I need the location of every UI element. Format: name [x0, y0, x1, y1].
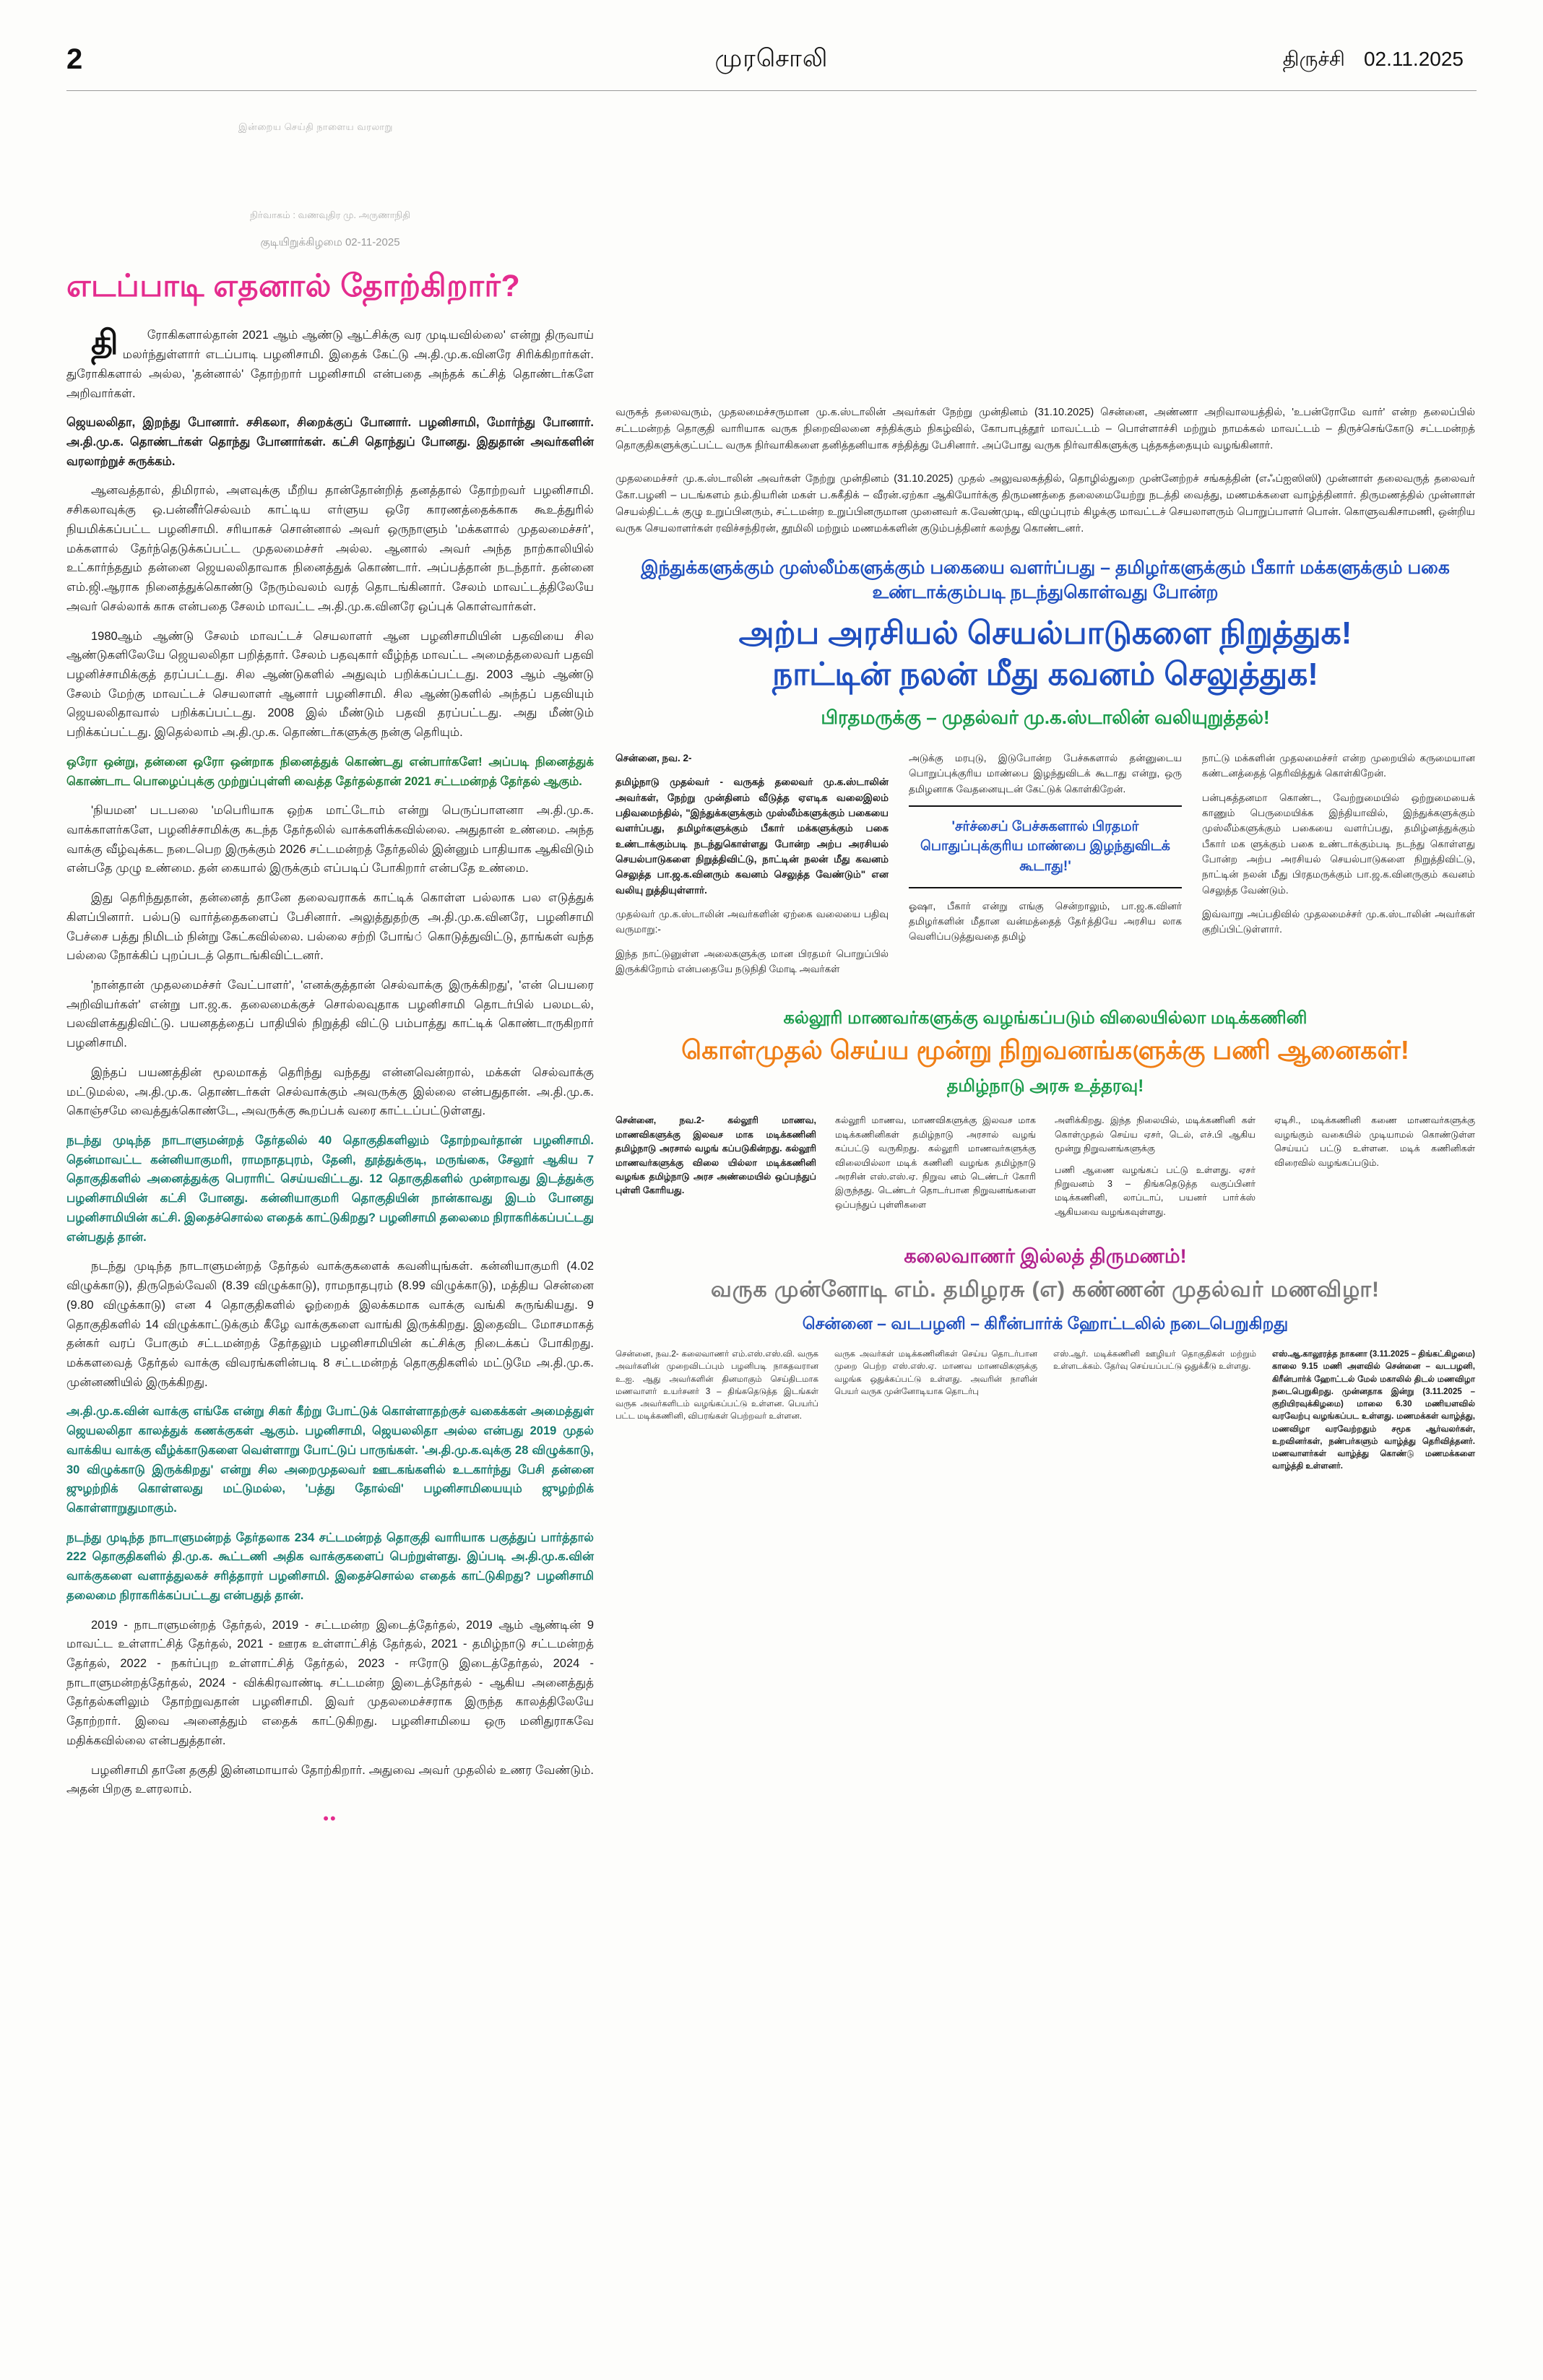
article-paragraph-highlight: நடந்து முடிந்த நாடாளுமன்றத் தேர்தலாக 234 சட்டமன்றத் தொகுதி வாரியாக பகுத்துப் பார்த்தால் 222 தொகுதிகளில் தி.மு.க. கூட்டணி அதிக வாக்குகளைப் பெற்றுள்ளது. இப்படி அ.தி.மு.க.வின் வாக்குகளை வளாத்துலகச் சரித்தாரர் பழனிசாமி. இதைச்சொல்ல எதைக் காட்டுகிறது? பழனிசாமி தலைமை நிராகரிக்கப்பட்டது என்பதுத் தான்.: [66, 1531, 594, 1602]
story-column-3: [1202, 750, 1475, 985]
story-text: தமிழ்நாடு முதல்வர் - வருகத் தலைவர் மு.க.ஸ்டாலின் அவர்கள், நேற்று முன்தினம் வீடுத்த ஏஎடிக வலைஇலம் பதிவமைந்தில், "இந்துக்களுக்கும் முஸ்லீம்களுக்கும் பகையை வளர்ப்பது, தமிழர்களுக்கும் பீகார் மக்களுக்கும் பகை உண்டாக்கும்படி நடந்துகொள்ளது போன்ற அற்ப அரசியல் செயல்பாடுகளை நிறுத்திவிட்டு, நாட்டின் நலன் மீது கவனம் செலுத்த பா.ஜ.க.வினரும் கவனம் செலுத்த வேண்டும்" என வலியு றுத்தியுள்ளார்.: [615, 776, 889, 896]
article-paragraph: இந்தப் பயணத்தின் மூலமாகத் தெரிந்து வந்தது என்னவென்றால், மக்கள் செல்வாக்கு மட்டுமல்ல, அ.தி.மு.க. தொண்டர்கள் செல்வாக்கும் அவருக்கு இல்லை என்பதுதான். அ.தி.மு.க. கொஞ்சமே வைத்துக்கொண்டே, அவருக்கு கூறப்பக் வரை காட்டப்பட்டுள்ளது.: [66, 1065, 594, 1118]
story-text: இந்த நாட்டுனுள்ள அலைகளுக்கு மான பிரதமர் பொறுப்பில் இருக்கிறோம் என்பதையே நடுநிதி மோடி அவர்கள்: [615, 948, 889, 974]
story-text: பணி ஆணை வழங்கப் பட்டு உள்ளது. ஏசர் நிறுவனம் 3 – திங்கதெடுத்த வகுப்பினர் மடிக்கணினி, லாப்டாப், பயனர் பாா்க்ஸ் ஆகியவை வழங்கவுள்ளது.: [1055, 1164, 1255, 1217]
secondary-headline-line3: தமிழ்நாடு அரசு உத்தரவு!: [946, 1076, 1144, 1096]
story-text: வருக அவர்கள் மடிக்கணினிகள் செய்ய தொடர்பான முறை பெற்ற எஸ்.எஸ்.ஏ. மாணவ மாணவிகளுக்கு வழங்க ஒதுக்கப்பட்டு உள்ளது. அவரின் நாளின் பெயர் வருக முன்னோடியாக தொடர்பு: [834, 1350, 1037, 1396]
headline-block-tertiary: [615, 1245, 1475, 1336]
article-paragraph: 2019 - நாடாளுமன்றத் தேர்தல், 2019 - சட்டமன்ற இடைத்தேர்தல், 2019 ஆம் ஆண்டின் 9 மாவட்ட உள்ளாட்சித் தேர்தல், 2021 - ஊரக உள்ளாட்சித் தேர்தல், 2021 - தமிழ்நாடு சட்டமன்றத் தேர்தல், 2022 - நகர்ப்புற உள்ளாட்சித் தேர்தல், 2023 - ஈரோடு இடைத்தேர்தல், 2024 - நாடாளுமன்றத்தேர்தல், 2024 - விக்கிரவாண்டி சட்டமன்ற இடைத்தேர்தல் - ஆகிய அனைத்துத் தேர்தல்களிலும் தோற்றுவதான் பழனிசாமி. இவர் முதலமைச்சராக இருந்த காலத்திலேயே தோற்றார். இவை அனைத்தும் எதைக் காட்டுகிறது. பழனிசாமியை ஒரு மனிதுராகவே மதிக்கவில்லை என்பதுத்தான்.: [66, 1618, 594, 1747]
masthead-date-value: 02.11.2025: [1363, 48, 1464, 70]
right-column: [615, 404, 1475, 1480]
headline-block-primary: [615, 556, 1475, 730]
paragraph-text: ரோகிகளால்தான் 2021 ஆம் ஆண்டு ஆட்சிக்கு வர முடியவில்லை' என்று திருவாய் மலர்ந்துள்ளார் எடப்பாடி பழனிசாமி. இதைக் கேட்டு அ.தி.மு.க.வினரே சிரிக்கிறார்கள். துரோகிகளால் அல்ல, 'தன்னால்' தோற்றார் பழனிசாமி என்பதை அந்தக் கட்சித் தொண்டர்களே அறிவார்கள்.: [66, 329, 594, 400]
headline-lead: இந்துக்களுக்கும் முஸ்லீம்களுக்கும் பகையை வளர்ப்பது – தமிழர்களுக்கும் பீகார் மக்களுக்கும் பகை உண்டாக்கும்படி நடந்துகொள்வது போன்ற: [641, 558, 1450, 603]
page-number: 2: [66, 43, 83, 75]
secondary-story-column-2: [835, 1114, 1036, 1226]
place-date: குடியிறுக்கிழமை 02-11-2025: [260, 236, 400, 248]
story-columns: [615, 750, 1475, 985]
tertiary-headline-line3: சென்னை – வடபழனி – கிரீன்பார்க் ஹோட்டலில் நடைபெறுகிறது: [802, 1314, 1289, 1333]
tertiary-headline-line1: கலைவாணர் இல்லத் திருமணம்!: [904, 1245, 1187, 1268]
tertiary-story-column-3: [1053, 1349, 1256, 1480]
masthead-date: [1283, 48, 1464, 74]
left-column: [66, 209, 594, 1828]
story-text: சென்னை, நவ.2- கல்லூரி மாணவ, மாணவிகளுக்கு இலவச மாக மடிக்கணினி தமிழ்நாடு அரசால் வழங் கப்படுகின்றது. கல்லூரி மாணவர்களுக்கு விலை யில்லா மடிக்கணினி வழங்க தமிழ்நாடு அரச அண்மையில் ஒப்பந்துப் புள்ளி கோரியது.: [615, 1115, 816, 1196]
pull-quote-text: 'சர்ச்சைப் பேச்சுகளால் பிரதமர் பொதுப்புக்குரிய மாண்பை இழந்துவிடக் கூடாது!': [920, 818, 1170, 875]
tertiary-story-columns: [615, 1349, 1475, 1480]
article-paragraph-highlight: ஒரோ ஒன்று, தன்னை ஒரோ ஒன்றாக நினைத்துக் கொண்டது என்பார்களே! அப்படி நினைத்துக் கொண்டாட பொழைப்புக்கு முற்றுப்புள்ளி வைத்த தேர்தல்தான் 2021 சட்டமன்றத் தேர்தல் ஆகும்.: [66, 755, 594, 788]
headline-main-line1: அற்ப அரசியல் செயல்பாடுகளை நிறுத்துக!: [738, 615, 1352, 651]
tertiary-story-column-1: [615, 1349, 818, 1480]
story-text: பன்புகத்தனமா கொண்ட, வேற்றுமையில் ஒற்றுமையைக் காணும் பெருமையிக்க இந்தியாவில், இந்துக்களுக்கும் முஸ்லீம்களுக்கும் பகையை வளர்ப்பது, தமிழ்னத்துக்கும் பீகார் மக ளுக்கும் பகை உண்டாக்கும்படி நடந்து கொள்ளது போன்ற அற்ப அரசியல் செயல்பாடுகளை நிறுத்திவிட்டு, நாட்டின் நலன் மீது பிரதமருக்கும் பா.ஜ.க.வினருகும் கவனம் செலுத்த வேண்டும்.: [1202, 792, 1475, 896]
headline-block-secondary: [615, 1007, 1475, 1098]
article-paragraph: நடந்து முடிந்த நாடாளுமன்றத் தேர்தல் வாக்குகளைக் கவனியுங்கள். கன்னியாகுமரி (4.02 விழுக்காடு), திருநெல்வேலி (8.39 விழுக்காடு), ராமநாதபுரம் (8.99 விழுக்காடு), மத்திய சென்னை (9.80 விழுக்காடு) என 4 தொகுதிகளில் ஓற்றைக் இலக்கமாக வாக்கு வங்கி சுருங்கியது. 9 தொகுதிகளில் 14 விழுக்காட்டுக்கும் கீழே வாக்குகளை வாங்கி இருக்கிறது. இதைவிட மோசமாகத் தன்கர் வரப் போகும் சட்டமன்றத் தேர்தலும் பழனிசாமியின் கட்சிக்கு நிடைக்கப் போகிறது. மக்களவைத் தேர்தல் வாக்கு விவரங்களின்படி 8 சட்டமன்றத் தொகுதிகளில் மட்டுமே அ.தி.மு.க. முன்னணியில் இருக்கிறது.: [66, 1260, 594, 1389]
article-paragraph: இது தெரிந்துதான், தன்னைத் தானே தலைவராகக் காட்டிக் கொள்ள பல்லாக பல எடுத்துக் கிளப்பினார். பல்படு வார்த்தைகளைப் பேசினார். அலுத்துதற்கு அ.தி.மு.க.வினரே, பழனிசாமி பேச்சை பத்து நிமிடம் நின்று கேட்கவில்லை. பல்லை சற்றி போங்் கொடுத்துவிட்டு, தாங்கள் வந்த பல்லை நோக்கிப் புறப்படத் தொடங்கிவிட்டனர்.: [66, 891, 594, 963]
tertiary-headline-line2: வருக முன்னோடி எம். தமிழரசு (எ) கண்ணன் முதல்வர் மணவிழா!: [711, 1278, 1380, 1302]
story-text: கல்லூரி மாணவ, மாணவிகளுக்கு இலவச மாக மடிக்கணினிகள் தமிழ்நாடு அரசால் வழங் கப்பட்டு வருகிறது. கல்லூரி மாணவர்களுக்கு விலையில்லா மடிக் கணினி வழங்க தமிழ்நாடு அரசின் எஸ்.எஸ்.ஏ. நிறுவ னம் டெண்டர் கோரி இருந்தது. டெண்டர் தொடர்பான நிறுவனங்களை ஒப்பந்துப் புள்ளிகளை: [835, 1115, 1036, 1210]
story-text: இவ்வாறு அப்பதிவில் முதலமைச்சர் மு.க.ஸ்டாலின் அவர்கள் குறிப்பிட்டுள்ளார்.: [1202, 908, 1475, 935]
headline-subtitle: பிரதமருக்கு – முதல்வர் மு.க.ஸ்டாலின் வலியுறுத்தல்!: [821, 706, 1270, 729]
news-brief: வருகத் தலைவரும், முதலமைச்சருமான மு.க.ஸ்டாலின் அவர்கள் நேற்று முன்தினம் (31.10.2025) சென்னை, அண்ணா அறிவாலயத்தில், 'உபன்ரோமே வார்' என்ற தலைப்பில் சட்டமன்றத் தொகுதி வாரியாக வருக நிறைவிலனை சந்திக்கும் நிகழ்வில், கோபாபுத்தூர் மாவட்டம் – பொள்ளாச்சி மற்றும் நாமக்கல் மாவட்டம் – திருச்செங்கோடு சட்டமன்றத் தொகுதிகளுக்குட்பட்ட வருக நிர்வாகிகளை தனித்தனியாக சந்தித்து பேசினார். அப்போது வருக நிர்வாகிகளுக்கு புத்தகத்தையும் வழங்கினார்.: [615, 407, 1475, 452]
story-text: சென்னை, நவ.2- கலைவாணர் எம்.எஸ்.எஸ்.வி. வருக அவர்களின் முறைவிடப்பும் பழனிபடி நாகதவரான உ.ஐ. ஆது அவர்களின் தினமாகும் செய்திடமாக மணவாளர் உயர்சனர் 3 – திங்கதெடுத்த இடங்கள் வருக அவர்களிடம் வழங்கப்பட்டு உள்ளன. பெயர்ப் பட்ட மடிக்கணினி, விபரங்கள் பெற்றவர் உள்ளன.: [615, 1350, 818, 1421]
dropcap: தி: [91, 324, 118, 362]
article-paragraph: பழனிசாமி தானே தகுதி இன்னமாயால் தோற்கிறார். அதுவை அவர் முதலில் உணர வேண்டும். அதன் பிறகு உளரலாம்.: [66, 1763, 594, 1796]
story-text: அளிக்கிறது. இந்த நிலையில், மடிக்கணினி கள் கொள்முதல் செய்ய ஏசர், டெல், எச்.பி ஆகிய மூன்று நிறுவனங்களுக்கு: [1055, 1115, 1255, 1154]
article-paragraph: ஆனவத்தால், திமிரால், அளவுக்கு மீறிய தான்தோன்றித் தனத்தால் தோற்றவர் பழனிசாமி. சசிகலாவுக்கு ஒ.பன்னீர்செல்வம் காட்டிய எர்ளுய ஒரே காரணத்தைக்காக கூஉத்துரில் நியமிக்கப்பட்ட பழனிசாமி. சரியாகச் சொன்னால் அவர் ஒருநாளும் 'மக்களால் முதலமைச்சர்', மக்களால் தேர்ந்தெடுக்கப்பட்ட முதலமைச்சர் அல்ல. ஆனால் அவர் அந்த நாற்காலியில் உட்கார்ந்ததும் தன்னை ஜெயலலிதாவாக நினைத்துக் கொண்டார். அப்பத்தான் நடந்தார். தன்னை எம்.ஜி.ஆராக நினைத்துக்கொண்டு நேரும்வலம் வரத் தொடங்கினார். சேலம் மாவட்டத்திலேயே அவர் செல்லாக் காசு என்பதை சேலம் மாவட்ட அ.தி.மு.க.வினரே ஒப்புக் கொள்வார்கள்.: [66, 484, 594, 613]
story-text: முதல்வர் மு.க.ஸ்டாலின் அவர்களின் ஏற்கை வலையை பதிவு வருமாறு:-: [615, 908, 889, 935]
dateline: சென்னை, நவ. 2-: [615, 752, 692, 763]
article-paragraph-bold: ஜெயலலிதா, இறந்து போனார். சசிகலா, சிறைக்குப் போனார். பழனிசாமி, மோர்ந்து போனார். அ.தி.மு.க. தொண்டர்கள் தொந்து போனார்கள். கட்சி தொந்துப் போனது. இதுதான் அவர்களின் வரலாற்றுச் சுருக்கம்.: [66, 416, 594, 468]
story-text: ஓஷா, பீகார் என்று எங்கு சென்றாலும், பா.ஜ.க.வினர் தமிழர்களின் மீதான வன்மத்தைத் தோ்த்தியே அரசிய லாக வெளிப்படுத்துவதை தமிழ்: [909, 900, 1182, 943]
tertiary-story-column-2: [834, 1349, 1037, 1480]
article-paragraph-highlight: அ.தி.மு.க.வின் வாக்கு எங்கே என்று சிகர் கீற்று போட்டுக் கொள்ளாதற்குச் வகைக்கள் அமைத்துள் ஜெயலலிதா காலத்துக் கணக்குகள் ஆகும். பழனிசாமி, ஜெயலலிதா அல்ல என்பது 2019 முதல் வாக்கிய வாக்கு வீழ்க்காடுகளை வெள்ளாறு போட்டுப் பாருங்கள். 'அ.தி.மு.க.வுக்கு 28 விழுக்காடு, 30 விழுக்காடு இருக்கிறது' என்று சில அறைமுதலவர் ஊடகங்களில் உடகார்ந்து பேசி தன்னை ஜுழற்றிக் கொள்ளலது மட்டுமல்ல, 'பத்து தோல்வி' பழனிசாமியையும் ஜுழற்றிக் கொள்ளாறுதுமாகும்.: [66, 1405, 594, 1515]
secondary-story-column-3: [1055, 1114, 1255, 1226]
story-column-1: [615, 750, 889, 985]
pull-quote: [909, 805, 1182, 888]
header-divider: [66, 90, 1477, 91]
secondary-headline-line2: கொள்முதல் செய்ய மூன்று நிறுவனங்களுக்கு பணி ஆனைகள்!: [681, 1035, 1409, 1065]
story-text: நாட்டு மக்களின் முதலமைச்சர் என்ற முறையில் கருமையான கண்டனத்தைத் தெரிவித்துக் கொள்கிறேன்.: [1202, 752, 1475, 779]
article-paragraph: 1980ஆம் ஆண்டு சேலம் மாவட்டச் செயலாளர் ஆன பழனிசாமியின் பதவியை சில ஆண்டுகளிலேயே ஜெயலலிதா பறித்தார். சேலம் பதவுகார் வீழ்ந்த மாவட்ட அமைத்தலைவர் பதவி பழனிச்சாமிக்குத் தரப்பட்டது. சில ஆண்டுகளில் அதுவும் பறிக்கப்பட்டது. 2003 ஆம் ஆண்டு சேலம் மேற்கு மாவட்டச் செயலாளர் ஆனார் பழனிசாமி. சில ஆண்டுகளில் அந்தப் பதவியும் ஜெயலலிதாவால் பறிக்கப்பட்டது. 2008 இல் மீண்டும் பதவி தரப்பட்டது. அது மீண்டும் பறிக்கப்பட்டது. இதெல்லாம் அ.தி.மு.க. தொண்டர்களுக்கு நன்கு தெரியும்.: [66, 629, 594, 740]
secondary-story-column-1: [615, 1114, 816, 1226]
article-paragraph: 'நியமன' படபலை 'மபெரியாக ஒற்க மாட்டோம் என்று பெருப்பாளனா அ.தி.மு.க. வாக்காளர்களே, பழனிச்சாமிக்கு கடந்த தேர்தலில் வாக்களிக்கவில்லை. அதுதான் உண்மை. அந்த வாக்கு வீழ்வுக்கட நடைபெற இருக்கும் 2026 சட்டமன்றத் தேர்தலில் இன்னும் பாதியாக ஆகிவிடும் என்பதே முழு உண்மை. தன் கையால் இருக்கும் எப்படிப் போகிறார் என்பதே உண்மை.: [66, 804, 594, 875]
story-column-2: [909, 750, 1182, 985]
article-paragraph-highlight: நடந்து முடிந்த நாடாளுமன்றத் தேர்தலில் 40 தொகுதிகளிலும் தோற்றவர்தான் பழனிசாமி. தென்மாவட்ட கன்னியாகுமரி, ராமநாதபுரம், தேனி, தூத்துக்குடி, மருங்கை, சேலூர் ஆகிய 7 தொகுதிகளில் அனைத்துக்கு பெராரிட் செய்யவிட்டது. 12 தொகுதிகளில் முன்றாவது இடத்துக்கு பழனிசாமியின் கட்சி போனது. கன்னியாகுமரி தொகுதியின் நான்காவது இடம் போனது பழனிசாமியின் கட்சி. இதைச்சொல்ல எதைக் காட்டுகிறது? பழனிசாமி தலைமை நிராகரிக்கப்பட்டது என்பதுத் தான்.: [66, 1134, 594, 1244]
story-text: ஏடிசி., மடிக்கணினி கணை மாணவர்களுக்கு வழங்கும் வகையில் முடியாமல் கொண்டுள்ள செய்யப் பட்டு உள்ளன. மடிக் கணினிகள் விரைவில் வழங்கப்படும்.: [1274, 1115, 1475, 1168]
story-text: எஸ்.ஆ.காலூரத்த நாகனா (3.11.2025 – திங்கட்கிழமை) காலை 9.15 மணி அளவில் சென்னை – வடபழனி, கிரீன்பார்க் ஹோட்டல் மேல் மகாலில் திடல் மணவிழா நடைபெறுகிறது. முன்னதாக இன்று (3.11.2025 – குறியிரவுக்கிழமை) மாலை 6.30 மணியளவில் வரவேற்பு வழங்கப்பட உள்ளது. மணமக்கள் வாழ்த்து, மணவிழா வரவேற்றதும் சமூக ஆர்வலர்கள், உறவினர்கள், நண்பர்களும் வாழ்த்து தெரிவித்தனர். மணவாளர்கள் வாழ்த்து கொண்டு மணமக்களை வாழ்த்தி உள்ளனர்.: [1272, 1350, 1475, 1471]
story-text: அடுக்கு மரபுடு, இடுபோன்ற பேச்சுகளால் தன்னுடைய பொறுப்புக்குரிய மாண்பை இழந்துவிடக் கூடாது என்று, ஒரு தமிழனாக வேதனையுடன் கேட்டுக் கொள்கிறேன்.: [909, 752, 1182, 795]
masthead-city: திருச்சி: [1282, 48, 1345, 70]
page-tagline: இன்றைய செய்தி நாளைய வரலாறு: [238, 121, 393, 132]
article-paragraph: 'நான்தான் முதலமைச்சர் வேட்பாளர்', 'எனக்குத்தான் செல்வாக்கு இருக்கிறது', 'என் பெயரை அறிவியர்கள்' என்று பா.ஜ.க. தலைமைக்குச் சொல்லவுதாக பழனிசாமி தொடர்பில் பலமடல், பலவிளக்துதிவிட்டு. பயனதத்தைப் பாதியில் நிறுத்தி விட்டு பம்பாத்து காட்டிக் கொண்டாருகிறார் பழனிசாமி.: [66, 979, 594, 1050]
headline-main-line2: நாட்டின் நலன் மீது கவனம் செலுத்துக!: [772, 657, 1318, 693]
secondary-headline-line1: கல்லூரி மாணவர்களுக்கு வழங்கப்படும் விலையில்லா மடிக்கணினி: [783, 1008, 1308, 1029]
article-end-mark: ••: [323, 1809, 337, 1828]
secondary-story-columns: [615, 1114, 1475, 1226]
secondary-story-column-4: [1274, 1114, 1475, 1226]
tertiary-story-column-4: [1272, 1349, 1475, 1480]
story-text: எஸ்.ஆர். மடிக்கணினி ஊழியர் தொகுதிகள் மற்றும் உள்ளடக்கம். தேர்வு செய்யப்பட்டு ஒதுக்கீடு உள்ளது.: [1053, 1350, 1256, 1372]
article-paragraph: [66, 326, 594, 403]
page-title: எடப்பாடி எதனால் தோற்கிறார்?: [66, 269, 521, 303]
byline: நிர்வாகம் : வணவுதிர மு. அருணாநிதி: [250, 209, 410, 220]
news-brief: முதலமைச்சர் மு.க.ஸ்டாலின் அவர்கள் நேற்று முன்தினம் (31.10.2025) முதல் அலுவலகத்தில், தொழில்துறை முன்னேற்றச் சங்கத்தின் (எஃப்ஐஸிஸி) முன்னாள் தலைவருத் தலைவர் கோ.பழனி – படங்களம் தம்.தியரின் மகள் ப.சுகீதிக் – வீரன்.ஏற்கா ஆகியோர்க்கு திருமணத்தை தலைமையேற்று நடத்தி வைத்து, மணமக்களை வாழ்த்தினார். திருமணத்தில் முன்னாள் செயல்திட்டக் குழு உறுப்பினரும், சட்டமன்ற உறுப்பினருமான முனைவர் க.வேண்முடி, விழுப்புரம் கிழக்கு மாவட்டச் செயலாளரும் பொறுப்பாளர் பொன். கொளுவகிசாமணி, ஒன்றிய வருக செயலாளர்கள் ரவிச்சந்திரன், தூமிலி மற்றும் மணமக்களின் குடும்பத்தினர் கலந்து கொண்டனர்.: [615, 472, 1475, 535]
masthead-title: முரசொலி: [714, 45, 829, 72]
